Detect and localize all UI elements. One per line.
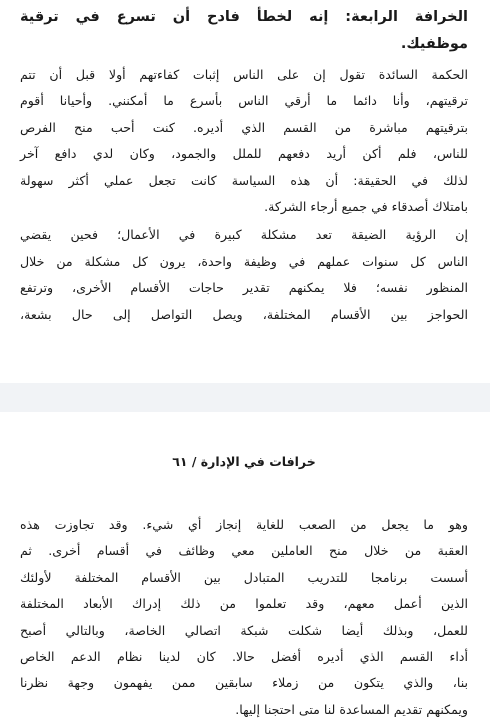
- text-line: للناس، فلم أكن أريد دفعهم للملل والجمود، وكان لدي دافع آخر: [20, 146, 468, 162]
- running-head: خرافات في الإدارة / ٦١: [172, 454, 316, 469]
- text-line: المنظور نفسه؛ فلا يمكنهم تقدير حاجات الأقسام الأخرى، وترتفع: [20, 280, 468, 296]
- text-line: الحواجز بين الأقسام المختلفة، ويصل التواصل إلى حال بشعة،: [20, 306, 468, 322]
- text-line: الناس كل سنوات عملهم في وظيفة واحدة، يرون كل مشكلة من خلال: [20, 253, 468, 269]
- text-line: ترقيتهم، وأنا دائما ما أرقي الناس بأسرع ما أمكنني. وأحيانا أقوم: [20, 93, 468, 109]
- text-line: أداء القسم الذي أديره أفضل حالا. كان لدينا نظام الدعم الخاص: [20, 649, 468, 665]
- text-line: العقبة من خلال منح العاملين معي وظائف في أقسام أخرى. ثم: [20, 543, 468, 559]
- text-line: وهو ما يجعل من الصعب للغاية إنجاز أي شيء. وقد تجاوزت هذه: [20, 517, 468, 532]
- text-line: أسست برنامجا للتدريب المتبادل بين الأقسام المختلفة لأولئك: [20, 569, 468, 585]
- text-line: بنا، والذي يتكون من زملاء سابقين ممن يفهمون وجهة نظرنا: [20, 675, 468, 691]
- text-line: الحكمة السائدة تقول إن على الناس إثبات كفاءتهم أولا قبل أن تتم: [20, 67, 468, 82]
- heading-line: موظفيك.: [400, 36, 468, 52]
- paragraph-narrow-vision: [20, 222, 468, 328]
- text-line: للعمل، وبذلك أيضا شكلت شبكة اتصالي الخاصة، وبالتالي أصبح: [20, 622, 468, 638]
- text-line: بامتلاك أصدقاء في جميع أرجاء الشركة.: [264, 199, 468, 215]
- text-line: ويمكنهم تقديم المساعدة لنا متى احتجنا إليها.: [235, 701, 468, 717]
- text-line: الذين أعمل معهم، وقد تعلموا من ذلك إدراك الأبعاد المختلفة: [20, 596, 468, 612]
- page-gap: [0, 383, 490, 412]
- paragraph-promotion: [20, 62, 468, 220]
- heading-line: الخرافة الرابعة: إنه لخطأ فادح أن تسرع في ترقية: [20, 9, 468, 25]
- book-page-bottom: [0, 412, 490, 724]
- text-line: إن الرؤية الضيقة تعد مشكلة كبيرة في الأعمال؛ فحين يقضي: [20, 227, 468, 243]
- text-line: بترقيتهم مباشرة من القسم الذي أديره. كنت أحب منح الفرص: [20, 119, 468, 135]
- paragraph-cross-training: [20, 512, 468, 723]
- text-line: لذلك في الحقيقة: أن هذه السياسة كانت تجعل عملي أكثر سهولة: [20, 172, 468, 188]
- myth-heading: [20, 4, 468, 58]
